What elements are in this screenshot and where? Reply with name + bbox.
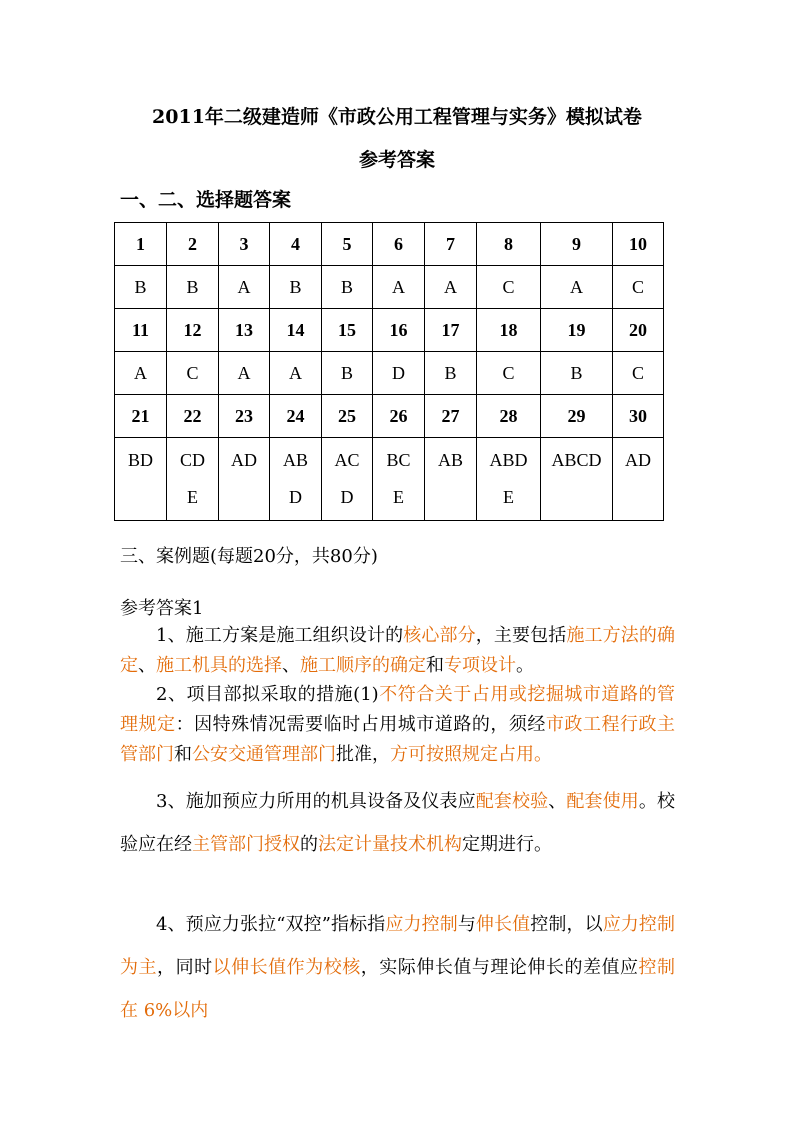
answer-cell: A <box>541 266 613 309</box>
question-number-cell: 2 <box>167 223 219 266</box>
highlighted-text: 市政工程行政主管部门 <box>120 714 676 765</box>
paragraph-text: ，同时 <box>157 957 213 978</box>
question-number-cell: 19 <box>541 309 613 352</box>
answer-line: AB <box>437 450 463 470</box>
section-heading-choice: 一、二、选择题答案 <box>120 189 292 211</box>
highlighted-text: 公安交通管理部门 <box>192 744 336 765</box>
answer-line-continued: E <box>503 487 514 507</box>
question-number-cell: 5 <box>322 223 373 266</box>
answer-cell <box>322 438 373 521</box>
question-number-cell: 30 <box>613 395 664 438</box>
question-number-cell: 20 <box>613 309 664 352</box>
highlighted-text: 施工方法的确定 <box>120 625 676 676</box>
question-number-cell: 16 <box>373 309 425 352</box>
highlighted-text: 伸长值 <box>475 914 531 935</box>
answer-line: ABD <box>489 450 528 470</box>
question-number-cell: 29 <box>541 395 613 438</box>
answer-cell: B <box>322 266 373 309</box>
highlighted-text: 核心部分 <box>403 625 476 646</box>
paragraph-text: 批准， <box>336 744 390 765</box>
highlighted-text: 配套校验 <box>475 791 549 812</box>
answer-cell: A <box>115 352 167 395</box>
document-subtitle: 参考答案 <box>358 149 435 171</box>
answer-paragraph-2 <box>120 680 675 770</box>
answer-cell <box>477 438 541 521</box>
answer-cell <box>373 438 425 521</box>
question-number-cell: 24 <box>270 395 322 438</box>
highlighted-text: 方可按照规定占用。 <box>390 744 552 765</box>
question-number-cell: 8 <box>477 223 541 266</box>
question-number-cell: 10 <box>613 223 664 266</box>
answer-cell <box>425 438 477 521</box>
highlighted-text: 主管部门授权 <box>192 834 300 855</box>
answer-cell: B <box>425 352 477 395</box>
answer-line: AB <box>282 450 308 470</box>
paragraph-text: 控制，以 <box>530 914 603 935</box>
question-number-cell: 7 <box>425 223 477 266</box>
answer-cell: B <box>270 266 322 309</box>
highlighted-text: 应力控制为主 <box>120 914 676 978</box>
paragraph-text: ，实际伸长值与理论伸长的差值应 <box>360 957 639 978</box>
answer-cell <box>219 438 270 521</box>
question-number-cell: 22 <box>167 395 219 438</box>
highlighted-text: 施工顺序的确定 <box>300 655 426 676</box>
question-number-cell: 25 <box>322 395 373 438</box>
question-number-cell: 15 <box>322 309 373 352</box>
answer-line: BD <box>127 450 153 470</box>
paragraph-text: 2、项目部拟采取的措施(1) <box>156 684 379 705</box>
answer-cell: C <box>477 352 541 395</box>
paragraph-text: 定期进行。 <box>462 834 552 855</box>
answer-line: AC <box>334 450 360 470</box>
question-number-cell: 6 <box>373 223 425 266</box>
answer-line-continued: E <box>187 487 198 507</box>
answer-paragraph-4 <box>120 903 675 1032</box>
question-number-cell: 3 <box>219 223 270 266</box>
paragraph-text: 1、施工方案是施工组织设计的 <box>156 625 404 646</box>
question-number-cell: 23 <box>219 395 270 438</box>
answer-cell <box>167 438 219 521</box>
answer-cell <box>541 438 613 521</box>
answer-paragraph-1 <box>120 621 675 681</box>
answer-line: CD <box>179 450 205 470</box>
highlighted-text: 法定计量技术机构 <box>318 834 462 855</box>
question-number-cell: 1 <box>115 223 167 266</box>
question-number-cell: 12 <box>167 309 219 352</box>
answer-cell: B <box>541 352 613 395</box>
highlighted-text: 配套使用 <box>566 791 639 812</box>
answer-row-multi <box>115 438 664 521</box>
highlighted-text: 施工机具的选择 <box>156 655 282 676</box>
question-number-cell: 9 <box>541 223 613 266</box>
highlighted-text: 控制在 6%以内 <box>120 957 676 1021</box>
paragraph-text: 。 <box>516 655 534 676</box>
document-title: 2011年二级建造师《市政公用工程管理与实务》模拟试卷 <box>152 106 642 128</box>
question-number-row <box>115 309 664 352</box>
answer-line: ABCD <box>551 450 602 470</box>
highlighted-text: 以伸长值作为校核 <box>212 957 361 978</box>
answer-cell: D <box>373 352 425 395</box>
answer-cell: A <box>425 266 477 309</box>
highlighted-text: 不符合关于占用或挖掘城市道路的管理规定 <box>120 684 675 735</box>
answer-table <box>114 222 664 521</box>
answer-line: AD <box>231 450 257 470</box>
answer-cell: A <box>373 266 425 309</box>
answer-cell: C <box>613 266 664 309</box>
question-number-row <box>115 223 664 266</box>
paragraph-text: 、 <box>548 791 567 812</box>
paragraph-text: 、 <box>138 655 156 676</box>
section-heading-case: 三、案例题(每题20分，共80分) <box>120 546 378 567</box>
answer-cell <box>613 438 664 521</box>
answer-cell <box>270 438 322 521</box>
paragraph-text: 。校验应在经 <box>120 791 676 855</box>
answer-line: AD <box>625 450 651 470</box>
answer-line-continued: E <box>393 487 404 507</box>
paragraph-text: 和 <box>174 744 192 765</box>
paragraph-text: 4、预应力张拉“双控”指标指 <box>156 914 386 935</box>
answer-cell <box>115 438 167 521</box>
answer-cell: C <box>613 352 664 395</box>
question-number-cell: 21 <box>115 395 167 438</box>
reference-answer-label: 参考答案1 <box>120 598 204 619</box>
answer-line-continued: D <box>289 487 302 507</box>
answer-line-continued: D <box>340 487 354 507</box>
question-number-cell: 27 <box>425 395 477 438</box>
answer-cell: A <box>270 352 322 395</box>
answer-row <box>115 352 664 395</box>
paragraph-text: 、 <box>282 655 300 676</box>
answer-row <box>115 266 664 309</box>
answer-cell: C <box>167 352 219 395</box>
question-number-cell: 14 <box>270 309 322 352</box>
question-number-cell: 17 <box>425 309 477 352</box>
paragraph-text: 和 <box>426 655 444 676</box>
question-number-row <box>115 395 664 438</box>
answer-line: BC <box>386 450 411 470</box>
question-number-cell: 28 <box>477 395 541 438</box>
question-number-cell: 11 <box>115 309 167 352</box>
answer-paragraph-3 <box>120 780 675 866</box>
answer-cell: A <box>219 266 270 309</box>
highlighted-text: 专项设计 <box>444 655 516 676</box>
paragraph-text: 的 <box>300 834 318 855</box>
question-number-cell: 18 <box>477 309 541 352</box>
answer-cell: B <box>322 352 373 395</box>
highlighted-text: 应力控制 <box>385 914 458 935</box>
paragraph-text: 3、施加预应力所用的机具设备及仪表应 <box>156 791 476 812</box>
answer-cell: B <box>167 266 219 309</box>
question-number-cell: 4 <box>270 223 322 266</box>
answer-cell: B <box>115 266 167 309</box>
paragraph-text: ：因特殊情况需要临时占用城市道路的，须经 <box>175 714 546 735</box>
paragraph-text: 与 <box>457 914 476 935</box>
answer-cell: A <box>219 352 270 395</box>
question-number-cell: 26 <box>373 395 425 438</box>
question-number-cell: 13 <box>219 309 270 352</box>
paragraph-text: ，主要包括 <box>475 625 567 646</box>
answer-cell: C <box>477 266 541 309</box>
